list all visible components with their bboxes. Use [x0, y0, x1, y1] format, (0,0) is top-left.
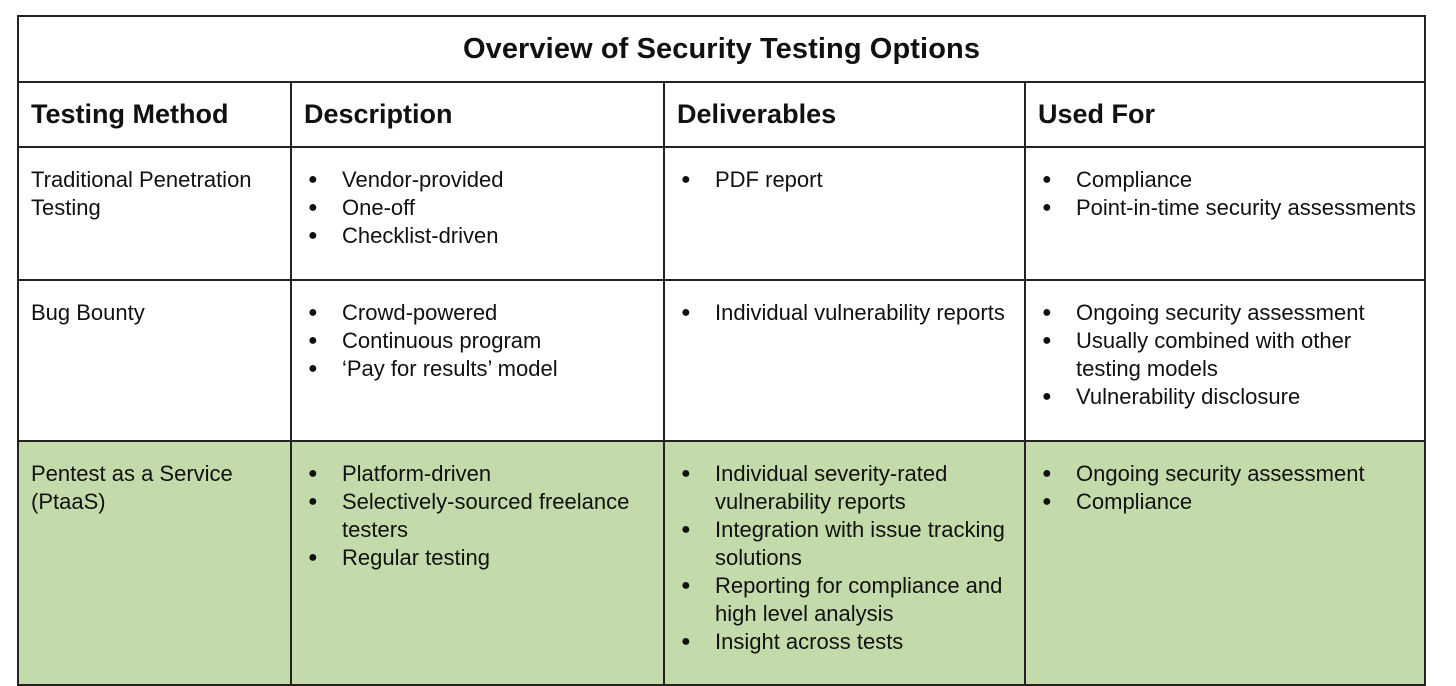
- bullet-icon: ●: [1042, 493, 1052, 510]
- list-item: [681, 628, 1016, 656]
- used-for-list: [1038, 166, 1416, 222]
- bullet-icon: ●: [308, 304, 318, 321]
- table-row: [18, 147, 1425, 280]
- bullet-icon: ●: [1042, 171, 1052, 188]
- bullet-icon: ●: [308, 171, 318, 188]
- header-testing-method: Testing Method: [18, 82, 291, 147]
- bullet-icon: ●: [681, 633, 691, 650]
- bullet-icon: ●: [681, 304, 691, 321]
- bullet-icon: ●: [308, 493, 318, 510]
- bullet-icon: ●: [308, 465, 318, 482]
- list-item: [681, 572, 1016, 628]
- bullet-icon: ●: [681, 577, 691, 594]
- header-row: [18, 82, 1425, 147]
- used-for-list: [1038, 460, 1416, 516]
- list-item: [308, 222, 655, 250]
- deliverables-list: [677, 299, 1016, 327]
- list-item: [1042, 166, 1416, 194]
- list-item-text: Individual severity-rated vulnerability reports: [715, 461, 948, 514]
- table-row-highlighted: [18, 441, 1425, 685]
- bullet-icon: ●: [681, 171, 691, 188]
- list-item: [681, 166, 1016, 194]
- list-item-text: Reporting for compliance and high level analysis: [715, 573, 1003, 626]
- list-item-text: Crowd-powered: [342, 300, 498, 325]
- list-item-text: Insight across tests: [715, 629, 904, 654]
- list-item: [681, 460, 1016, 516]
- list-item-text: PDF report: [715, 167, 823, 192]
- header-description: Description: [291, 82, 664, 147]
- list-item-text: Usually combined with other testing models: [1076, 328, 1352, 381]
- bullet-icon: ●: [308, 199, 318, 216]
- deliverables-cell: [664, 280, 1025, 441]
- list-item: [1042, 460, 1416, 488]
- deliverables-cell: [664, 441, 1025, 685]
- list-item: [308, 488, 655, 544]
- list-item: [308, 355, 655, 383]
- deliverables-list: [677, 460, 1016, 656]
- list-item: [681, 299, 1016, 327]
- method-cell: Traditional Penetration Testing: [18, 147, 291, 280]
- list-item: [1042, 383, 1416, 411]
- list-item: [308, 327, 655, 355]
- security-testing-table: [17, 15, 1426, 686]
- used-for-list: [1038, 299, 1416, 411]
- bullet-icon: ●: [1042, 388, 1052, 405]
- list-item: [308, 544, 655, 572]
- bullet-icon: ●: [1042, 465, 1052, 482]
- bullet-icon: ●: [1042, 332, 1052, 349]
- bullet-icon: ●: [308, 227, 318, 244]
- header-used-for: Used For: [1025, 82, 1425, 147]
- list-item-text: ‘Pay for results’ model: [342, 356, 558, 381]
- list-item-text: Compliance: [1076, 489, 1193, 514]
- list-item: [681, 516, 1016, 572]
- used-for-cell: [1025, 280, 1425, 441]
- description-list: [304, 166, 655, 250]
- list-item: [1042, 488, 1416, 516]
- list-item-text: Compliance: [1076, 167, 1193, 192]
- list-item-text: Individual vulnerability reports: [715, 300, 1005, 325]
- table-row: [18, 280, 1425, 441]
- bullet-icon: ●: [308, 549, 318, 566]
- list-item-text: Vulnerability disclosure: [1076, 384, 1301, 409]
- table-title: Overview of Security Testing Options: [18, 16, 1425, 82]
- list-item: [1042, 327, 1416, 383]
- list-item-text: Vendor-provided: [342, 167, 504, 192]
- used-for-cell: [1025, 147, 1425, 280]
- list-item-text: Ongoing security assessment: [1076, 300, 1365, 325]
- list-item: [1042, 194, 1416, 222]
- list-item: [308, 194, 655, 222]
- description-cell: [291, 280, 664, 441]
- bullet-icon: ●: [308, 360, 318, 377]
- list-item-text: Continuous program: [342, 328, 542, 353]
- bullet-icon: ●: [681, 465, 691, 482]
- method-cell: Pentest as a Service (PtaaS): [18, 441, 291, 685]
- list-item: [308, 299, 655, 327]
- method-cell: Bug Bounty: [18, 280, 291, 441]
- list-item-text: One-off: [342, 195, 415, 220]
- description-list: [304, 460, 655, 572]
- deliverables-list: [677, 166, 1016, 194]
- list-item-text: Checklist-driven: [342, 223, 499, 248]
- description-list: [304, 299, 655, 383]
- list-item: [308, 460, 655, 488]
- list-item: [308, 166, 655, 194]
- bullet-icon: ●: [1042, 304, 1052, 321]
- list-item: [1042, 299, 1416, 327]
- list-item-text: Regular testing: [342, 545, 490, 570]
- header-deliverables: Deliverables: [664, 82, 1025, 147]
- bullet-icon: ●: [681, 521, 691, 538]
- list-item-text: Point-in-time security assessments: [1076, 195, 1416, 220]
- bullet-icon: ●: [308, 332, 318, 349]
- description-cell: [291, 147, 664, 280]
- list-item-text: Integration with issue tracking solutions: [715, 517, 1005, 570]
- list-item-text: Platform-driven: [342, 461, 492, 486]
- bullet-icon: ●: [1042, 199, 1052, 216]
- deliverables-cell: [664, 147, 1025, 280]
- list-item-text: Selectively-sourced freelance testers: [342, 489, 630, 542]
- list-item-text: Ongoing security assessment: [1076, 461, 1365, 486]
- used-for-cell: [1025, 441, 1425, 685]
- description-cell: [291, 441, 664, 685]
